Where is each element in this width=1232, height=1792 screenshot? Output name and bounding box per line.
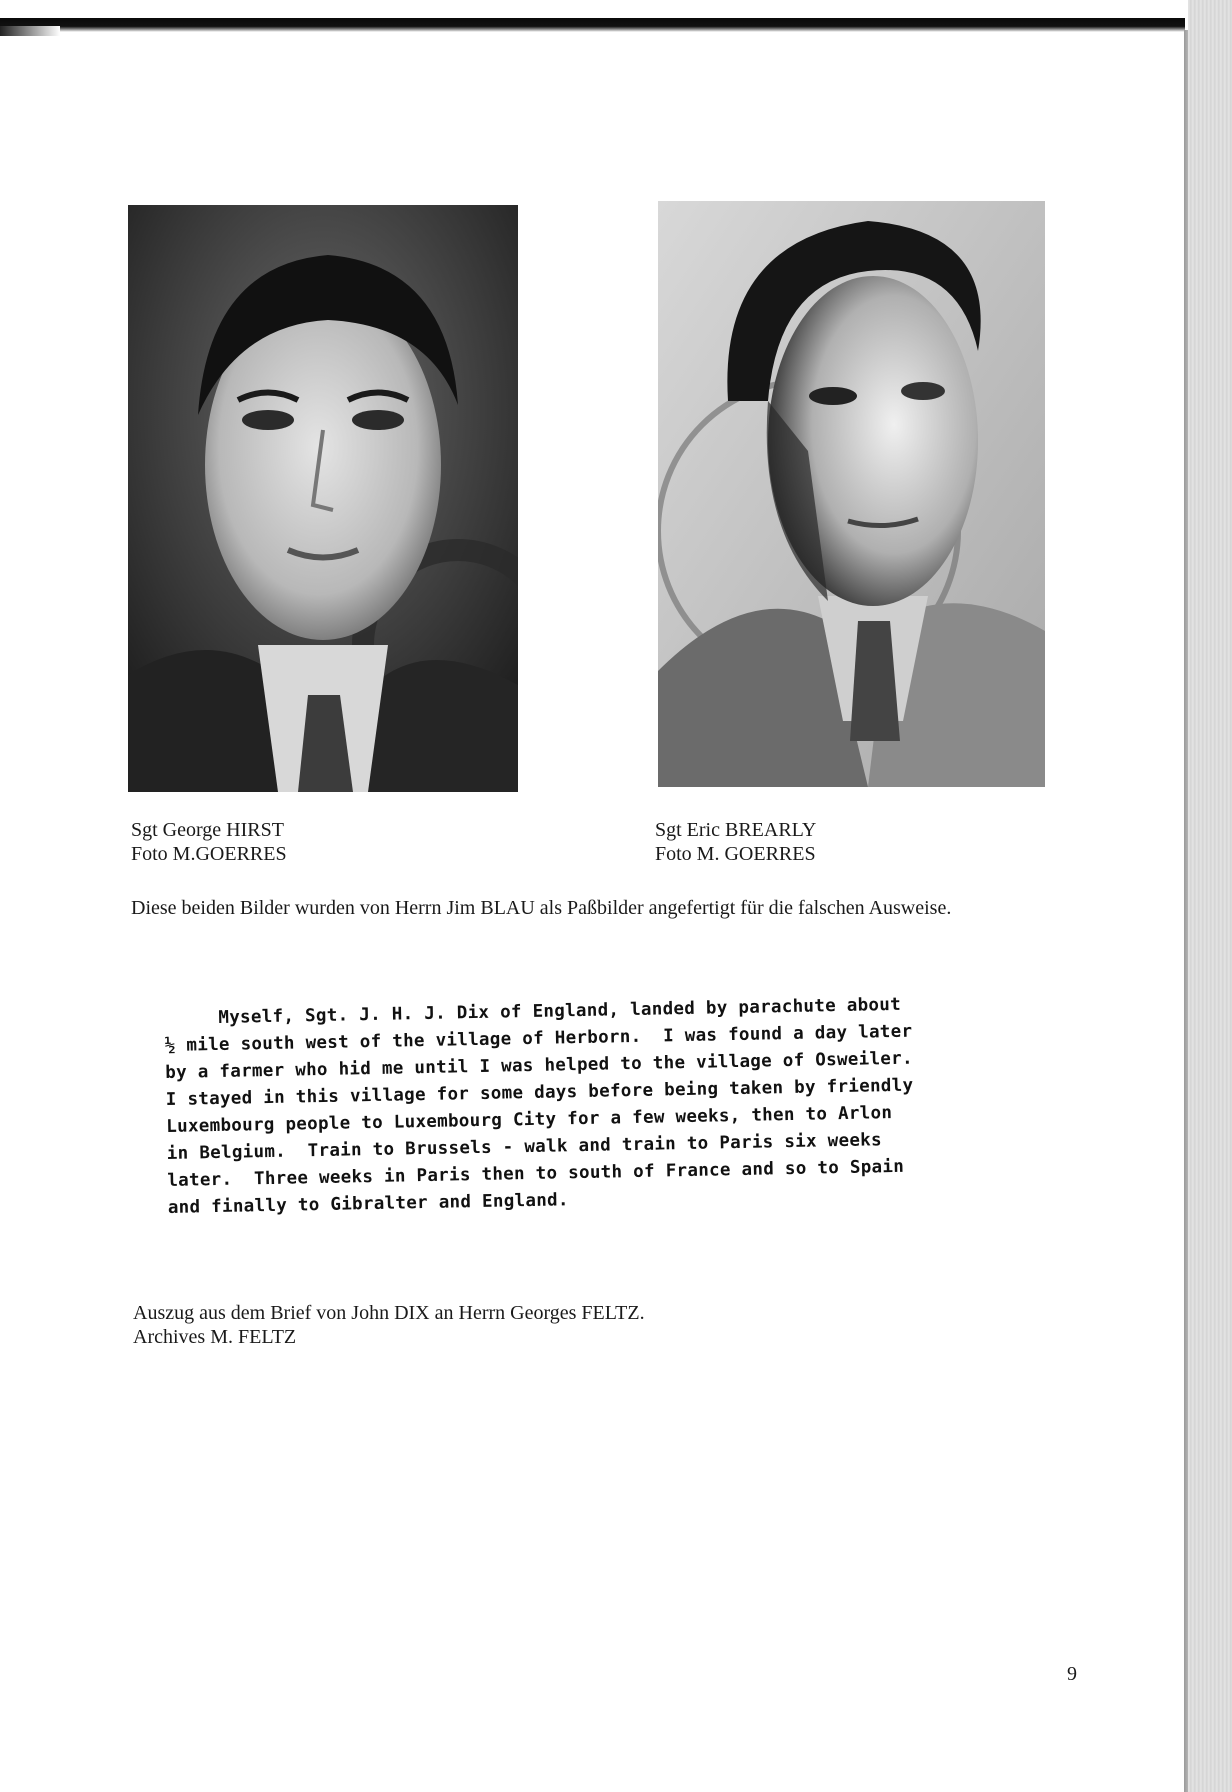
photo-caption-right [655, 818, 816, 866]
letter-line: by a farmer who hid me until I was helped to the village of Osweiler. [165, 1048, 914, 1083]
caption-subject: Sgt George HIRST [131, 819, 284, 841]
letter-line: ½ mile south west of the village of Herborn. I was found a day later [164, 1021, 913, 1056]
page-edge-stack [1188, 0, 1232, 1792]
letter-line: in Belgium. Train to Brussels - walk and train to Paris six weeks [166, 1130, 883, 1164]
caption-credit: Foto M. GOERRES [655, 843, 816, 865]
portrait-photo-brearly [658, 201, 1045, 787]
scan-edge-top [0, 18, 1185, 32]
caption-subject: Sgt Eric BREARLY [655, 819, 817, 841]
source-attribution [133, 1301, 645, 1349]
photo-note: Diese beiden Bilder wurden von Herrn Jim BLAU als Paßbilder angefertigt für die falschen Ausweise. [131, 897, 952, 919]
source-line: Auszug aus dem Brief von John DIX an Herrn Georges FELTZ. [133, 1302, 645, 1324]
source-line: Archives M. FELTZ [133, 1326, 297, 1348]
photo-caption-left [131, 818, 287, 866]
letter-line: Luxembourg people to Luxembourg City for a few weeks, then to Arlon [166, 1103, 893, 1137]
letter-line: and finally to Gibralter and England. [167, 1190, 569, 1218]
letter-line: I stayed in this village for some days before being taken by friendly [165, 1075, 914, 1110]
typewritten-letter-excerpt [164, 989, 1028, 1221]
letter-line: Myself, Sgt. J. H. J. Dix of England, landed by parachute about [164, 994, 902, 1029]
caption-credit: Foto M.GOERRES [131, 843, 287, 865]
letter-line: later. Three weeks in Paris then to south of France and so to Spain [167, 1156, 905, 1191]
portrait-photo-hirst [128, 205, 518, 792]
scan-edge-corner [0, 26, 60, 36]
page-number: 9 [1067, 1663, 1077, 1685]
